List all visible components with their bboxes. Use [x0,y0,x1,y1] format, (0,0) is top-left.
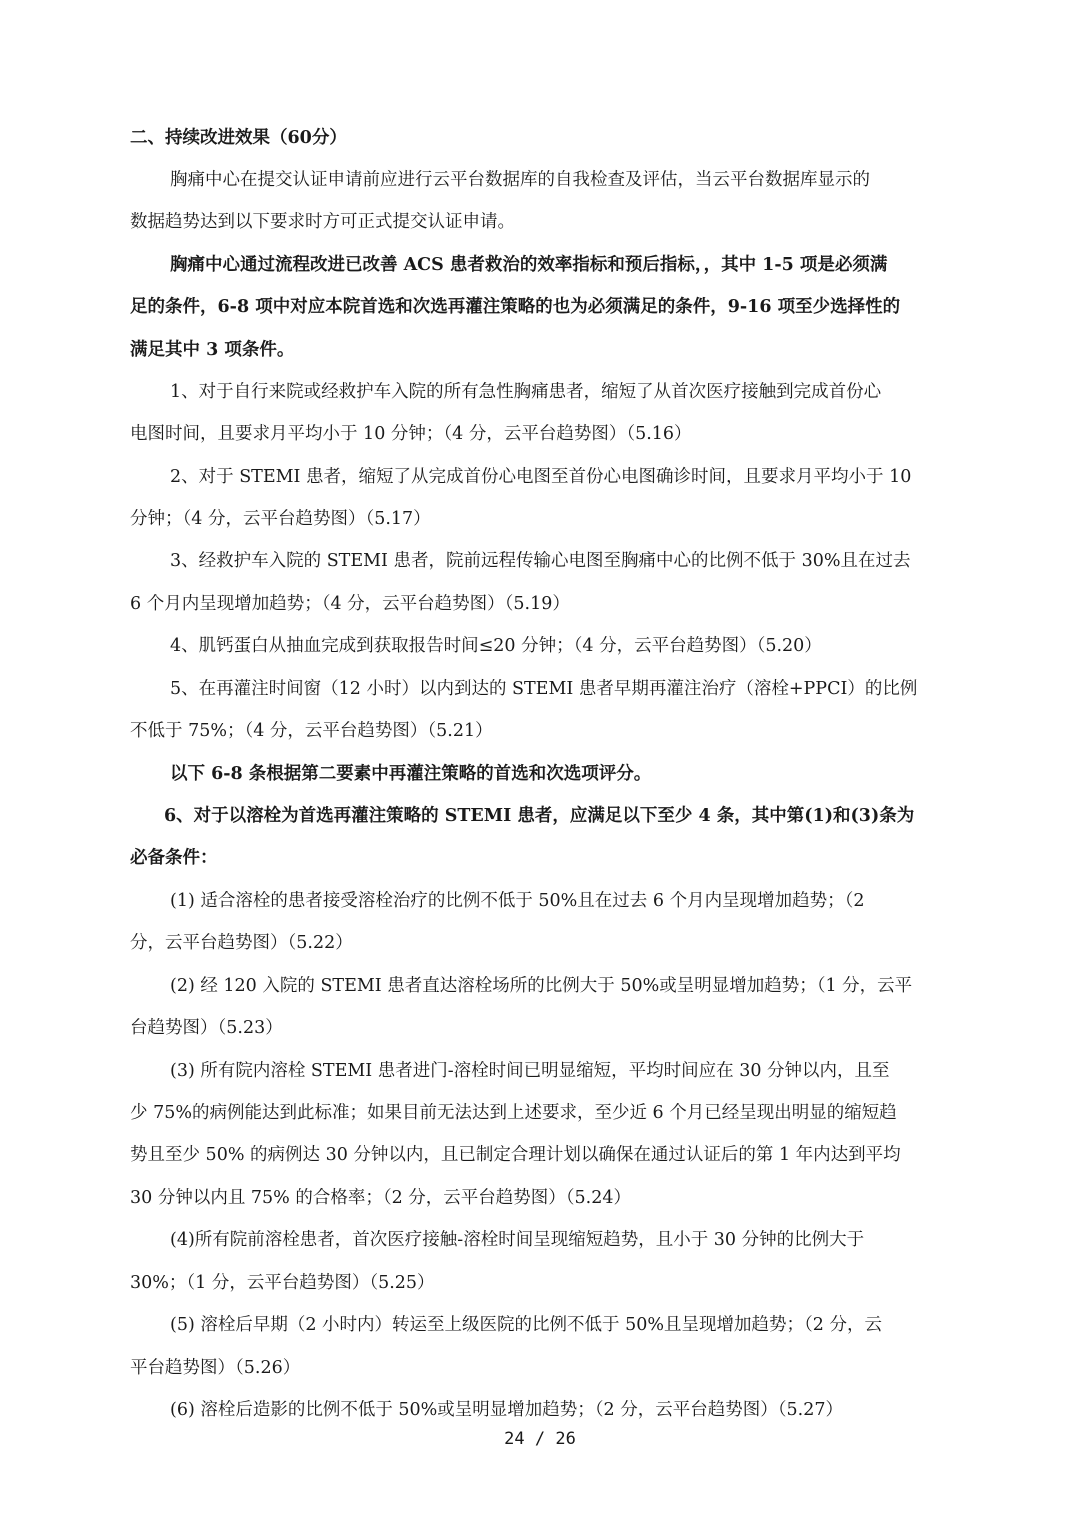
bold-paragraph-line: 胸痛中心通过流程改进已改善 ACS 患者救治的效率指标和预后指标，，其中 1-5 项是必须满 [170,255,888,275]
item-line: 1、对于自行来院或经救护车入院的所有急性胸痛患者，缩短了从首次医疗接触到完成首份心 [170,382,882,402]
subitem-line: 势且至少 50% 的病例达 30 分钟以内，且已制定合理计划以确保在通过认证后的第 1 年内达到平均 [130,1145,901,1165]
subitem-line: (6) 溶栓后造影的比例不低于 50%或呈明显增加趋势；（2 分，云平台趋势图）（5.27） [170,1400,843,1420]
subitem-line: 分，云平台趋势图）（5.22） [130,933,353,953]
subitem-line: (3) 所有院内溶栓 STEMI 患者进门-溶栓时间已明显缩短，平均时间应在 30 分钟以内，且至 [170,1061,890,1081]
item-line: 分钟；（4 分，云平台趋势图）（5.17） [130,509,431,529]
paragraph-line: 数据趋势达到以下要求时方可正式提交认证申请。 [130,212,515,232]
paragraph-line: 胸痛中心在提交认证申请前应进行云平台数据库的自我检查及评估，当云平台数据库显示的 [170,170,870,190]
subitem-line: (1) 适合溶栓的患者接受溶栓治疗的比例不低于 50%且在过去 6 个月内呈现增加趋势；（2 [170,891,865,911]
item-line: 4、肌钙蛋白从抽血完成到获取报告时间≤20 分钟；（4 分，云平台趋势图）（5.20） [170,636,822,656]
subitem-line: 30 分钟以内且 75% 的合格率；（2 分，云平台趋势图）（5.24） [130,1188,632,1208]
item-line: 5、在再灌注时间窗（12 小时）以内到达的 STEMI 患者早期再灌注治疗（溶栓+PPCI）的比例 [170,679,918,699]
bold-paragraph-line: 足的条件，6-8 项中对应本院首选和次选再灌注策略的也为必须满足的条件，9-16 项至少选择性的 [130,297,901,317]
section-heading: 二、持续改进效果（60分） [130,128,347,148]
subitem-line: (4)所有院前溶栓患者，首次医疗接触-溶栓时间呈现缩短趋势，且小于 30 分钟的比例大于 [170,1230,865,1250]
item-line: 不低于 75%；（4 分，云平台趋势图）（5.21） [130,721,493,741]
subitem-line: 少 75%的病例能达到此标准；如果目前无法达到上述要求，至少近 6 个月已经呈现出明显的缩短趋 [130,1103,897,1123]
subitem-line: (2) 经 120 入院的 STEMI 患者直达溶栓场所的比例大于 50%或呈明显增加趋势；（1 分，云平 [170,976,913,996]
bold-paragraph-line: 满足其中 3 项条件。 [130,340,295,360]
item-line: 电图时间，且要求月平均小于 10 分钟；（4 分，云平台趋势图）（5.16） [130,424,692,444]
item-line: 3、经救护车入院的 STEMI 患者，院前远程传输心电图至胸痛中心的比例不低于 30%且在过去 [170,551,911,571]
subitem-line: 30%；（1 分，云平台趋势图）（5.25） [130,1273,435,1293]
item-line: 2、对于 STEMI 患者，缩短了从完成首份心电图至首份心电图确诊时间，且要求月平均小于 10 [170,467,912,487]
bold-item-line: 6、对于以溶栓为首选再灌注策略的 STEMI 患者，应满足以下至少 4 条，其中第(1)和(3)条为 [164,806,915,826]
bold-paragraph-line: 以下 6-8 条根据第二要素中再灌注策略的首选和次选项评分。 [170,764,652,784]
subitem-line: 平台趋势图）（5.26） [130,1358,301,1378]
subitem-line: 台趋势图）（5.23） [130,1018,283,1038]
page-number: 24 / 26 [504,1429,576,1449]
subitem-line: (5) 溶栓后早期（2 小时内）转运至上级医院的比例不低于 50%且呈现增加趋势；（2 分，云 [170,1315,882,1335]
item-line: 6 个月内呈现增加趋势；（4 分，云平台趋势图）（5.19） [130,594,570,614]
bold-item-line: 必备条件： [130,848,218,868]
